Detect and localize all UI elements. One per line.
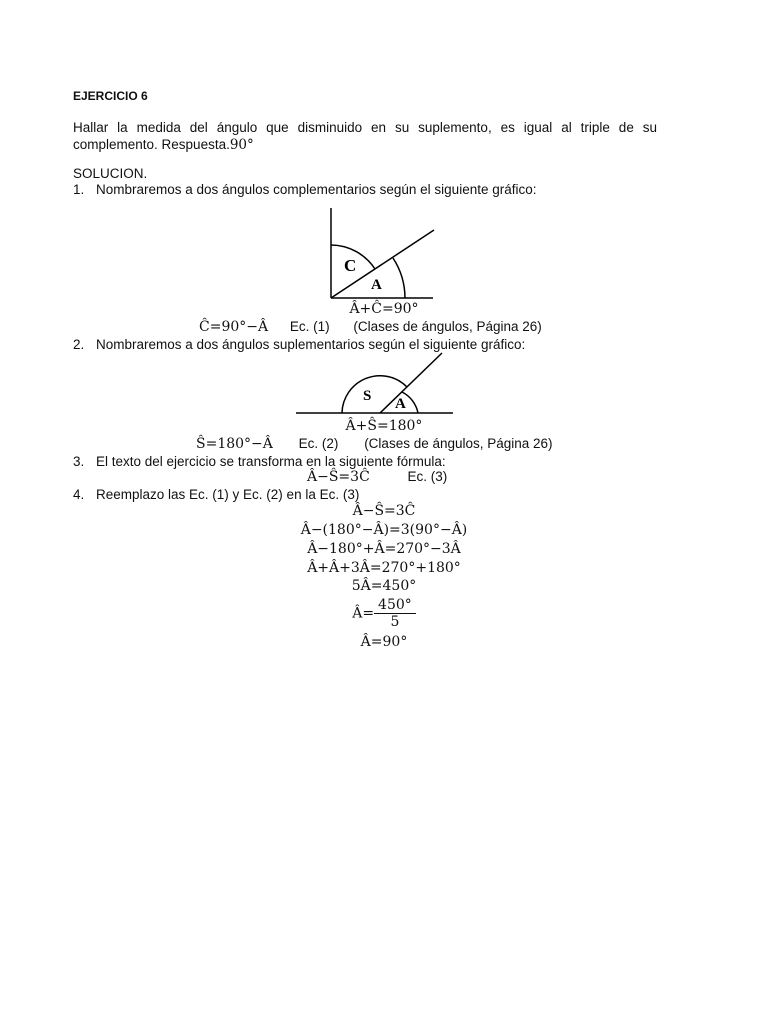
- step-text: Nombraremos a dos ángulos complementarios según el siguiente gráfico:: [96, 182, 537, 197]
- eq1-formula: Ĉ=90°−Â: [199, 319, 269, 335]
- fraction: [374, 597, 416, 630]
- step-number: 4.: [73, 487, 85, 502]
- figure1-equation: Â+Ĉ=90°: [349, 301, 419, 317]
- step-text: Reemplazo las Ec. (1) y Ec. (2) en la Ec. (3): [96, 487, 360, 502]
- label-c: C: [344, 256, 357, 275]
- step-number: 1.: [73, 182, 85, 197]
- fraction-line: [0, 597, 768, 630]
- result: Â=90°: [360, 634, 408, 650]
- fraction-numerator: 450°: [374, 597, 416, 614]
- eq2-ref: (Clases de ángulos, Página 26): [364, 436, 553, 451]
- complementary-angles-figure: [300, 205, 450, 305]
- eq3-tag: Ec. (3): [407, 469, 448, 484]
- eq3-formula: Â−Ŝ=3Ĉ: [307, 469, 370, 485]
- equation-2-row: [196, 436, 553, 452]
- step-1: [73, 182, 536, 197]
- figure2-equation: Â+Ŝ=180°: [345, 418, 423, 434]
- solution-heading: SOLUCION.: [73, 166, 148, 181]
- label-s: S: [363, 388, 372, 404]
- equation-1-row: [199, 319, 542, 335]
- eq1-ref: (Clases de ángulos, Página 26): [353, 319, 542, 334]
- label-a: A: [371, 277, 382, 293]
- label-a: A: [395, 396, 406, 412]
- step-4: [73, 487, 359, 502]
- fraction-lhs: Â=: [352, 605, 375, 622]
- step-3: [73, 454, 446, 469]
- derivation-line: Â+Â+3Â=270°+180°: [307, 560, 461, 576]
- equation-3-row: [307, 469, 447, 485]
- derivation-line: Â−Ŝ=3Ĉ: [352, 503, 416, 519]
- problem-text: Hallar la medida del ángulo que disminuido en su suplemento, es igual al triple de su complemento. Respuesta.: [73, 120, 657, 152]
- derivation-line: Â−(180°−Â)=3(90°−Â): [300, 522, 468, 538]
- problem-statement: [73, 119, 657, 154]
- eq1-tag: Ec. (1): [289, 319, 330, 334]
- fraction-denominator: 5: [390, 614, 400, 630]
- step-number: 3.: [73, 454, 85, 469]
- step-text: El texto del ejercicio se transforma en la siguiente fórmula:: [96, 454, 446, 469]
- supplementary-angles-figure: [290, 350, 460, 420]
- problem-answer: 90°: [229, 137, 254, 153]
- eq2-formula: Ŝ=180°−Â: [196, 436, 273, 452]
- exercise-title: EJERCICIO 6: [73, 89, 148, 103]
- eq2-tag: Ec. (2): [298, 436, 339, 451]
- derivation-line: 5Â=450°: [351, 578, 417, 594]
- step-number: 2.: [73, 337, 85, 352]
- derivation-line: Â−180°+Â=270°−3Â: [307, 541, 461, 557]
- step-text: Nombraremos a dos ángulos suplementarios según el siguiente gráfico:: [96, 337, 526, 352]
